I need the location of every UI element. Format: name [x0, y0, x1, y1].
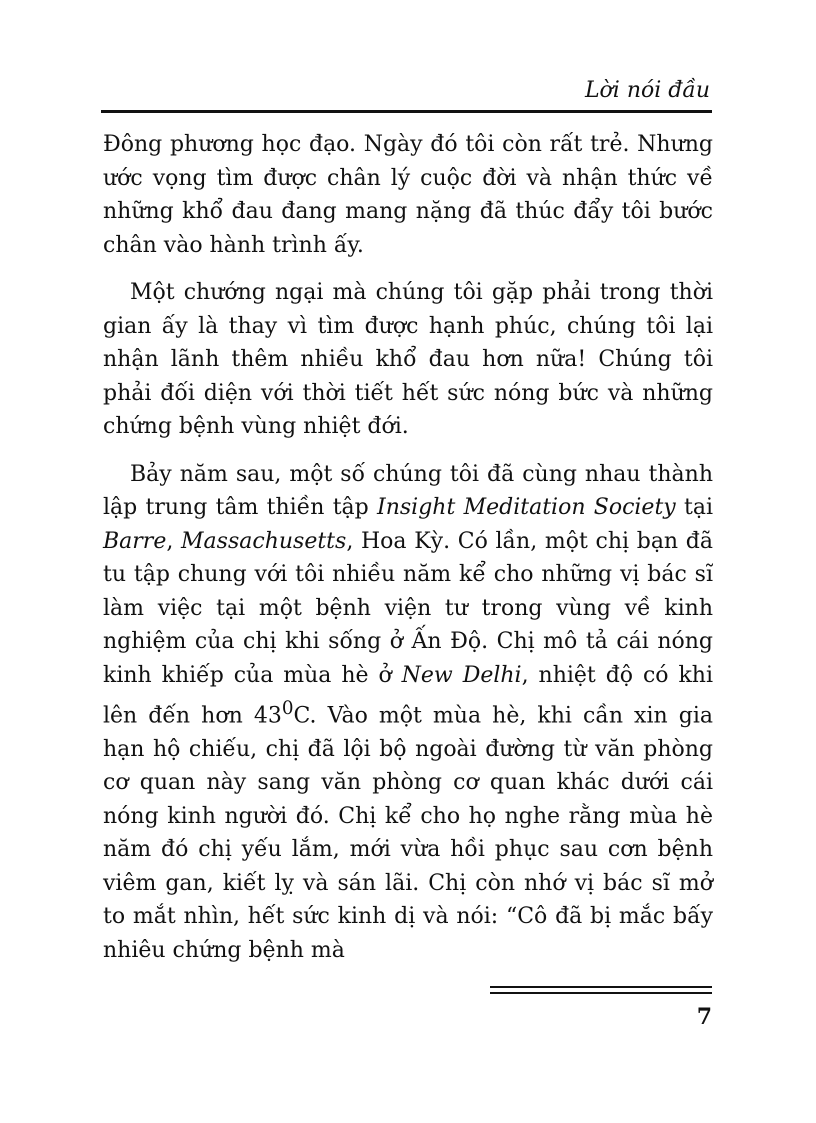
body-text: [103, 128, 713, 967]
paragraph-3: [103, 458, 713, 968]
paragraph-2: Một chướng ngại mà chúng tôi gặp phải trong thời gian ấy là thay vì tìm được hạnh phúc, chúng tôi lại nhận lãnh thêm nhiều khổ đau hơn nữa! Chúng tôi phải đối diện với thời tiết hết sức nóng bức và những chứng bệnh vùng nhiệt đới.: [103, 280, 713, 439]
superscript: 0: [281, 698, 294, 719]
page-number: 7: [696, 1004, 712, 1030]
text-run: tại: [675, 495, 714, 520]
running-header: [101, 76, 712, 106]
text-run: , nhiệt độ có khi lên đến hơn 43: [103, 662, 713, 729]
text-run: ,: [166, 528, 182, 554]
paragraph-1: Đông phương học đạo. Ngày đó tôi còn rất trẻ. Nhưng ước vọng tìm được chân lý cuộc đời và nhận thức về những khổ đau đang mang nặng đã thúc đẩy tôi bước chân vào hành trình ấy.: [103, 132, 713, 258]
text-run: Bảy năm sau, một số chúng tôi đã cùng nhau thành lập trung tâm thiền tập: [103, 461, 713, 520]
footer-rule-top: [490, 986, 712, 988]
italic-term: Insight Meditation Society: [377, 495, 676, 520]
header-rule: [101, 110, 712, 113]
italic-term: Massachusetts: [181, 528, 347, 554]
italic-term: Barre: [103, 528, 167, 554]
text-run: , Hoa Kỳ. Có lần, một chị bạn đã tu tập chung với tôi nhiều năm kể cho những vị bác sĩ làm việc tại một bệnh viện tư trong vùng về kinh nghiệm của chị khi sống ở Ấn Độ. Chị mô tả cái nóng kinh khiếp của mùa hè ở: [103, 528, 713, 688]
text-run: C. Vào một mùa hè, khi cần xin gia hạn hộ chiếu, chị đã lội bộ ngoài đường từ văn phòng cơ quan này sang văn phòng cơ quan khác dưới cái nóng kinh người đó. Chị kể cho họ nghe rằng mùa hè năm đó chị yếu lắm, mới vừa hồi phục sau cơn bệnh viêm gan, kiết lỵ và sán lãi. Chị còn nhớ vị bác sĩ mở to mắt nhìn, hết sức kinh dị và nói: “Cô đã bị mắc bấy nhiêu chứng bệnh mà: [103, 703, 713, 963]
chapter-title: Lời nói đầu: [584, 78, 710, 103]
footer-rule-bottom: [490, 992, 712, 994]
italic-term: New Delhi: [401, 662, 522, 688]
